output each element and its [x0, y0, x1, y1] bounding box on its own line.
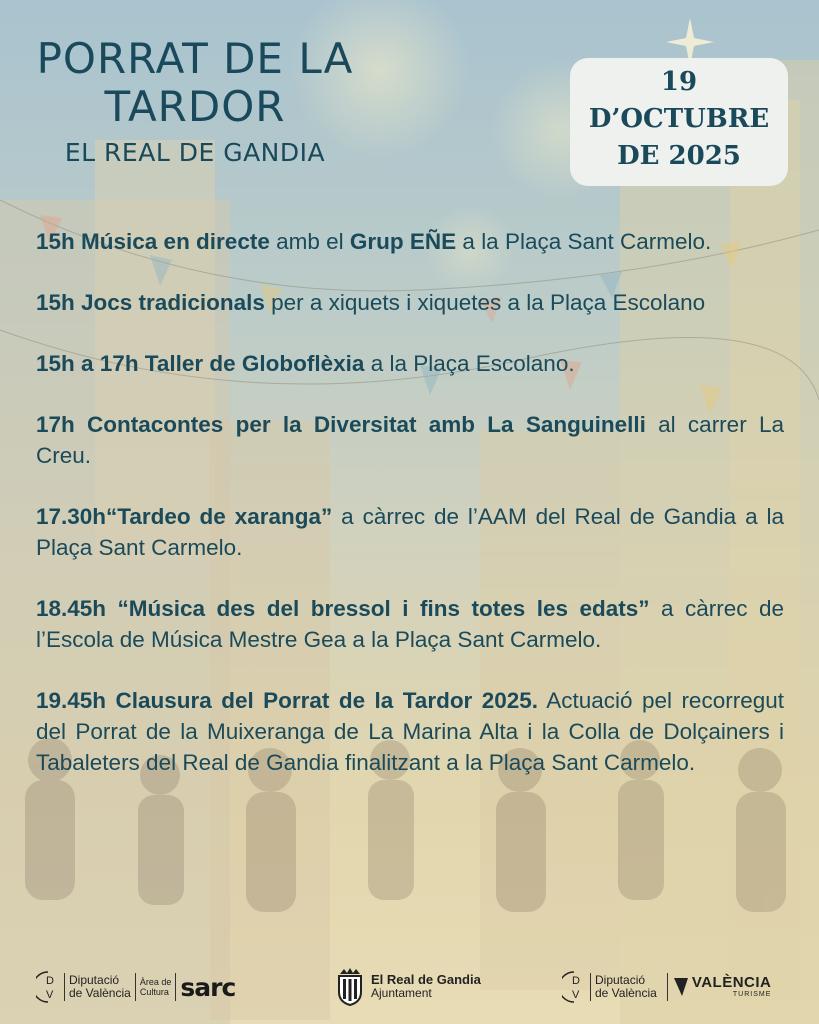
date-box: [570, 58, 788, 186]
svg-text:D: D: [572, 975, 580, 987]
coat-of-arms-icon: [335, 966, 365, 1006]
valencia-brand: VALÈNCIA: [691, 974, 772, 991]
diputacio-line-2: de València: [69, 986, 131, 1000]
program-item: 15h a 17h Taller de Globoflèxia a la Plaça Escolano.: [36, 351, 575, 376]
divider: [64, 973, 65, 1001]
area-line-1: Àrea de: [139, 977, 172, 987]
divider: [667, 973, 668, 1001]
program-item: 17h Contacontes per la Diversitat amb La Sanguinelli al carrer La Creu.: [36, 412, 784, 468]
title-line-2: TARDOR: [104, 82, 286, 131]
divider: [135, 973, 136, 1001]
divider: [175, 973, 176, 1001]
diputacio-line-1: Diputació: [69, 973, 120, 987]
program-item: 15h Jocs tradicionals per a xiquets i xiquetes a la Plaça Escolano: [36, 290, 706, 315]
program-item: 15h Música en directe amb el Grup EÑE a la Plaça Sant Carmelo.: [36, 229, 712, 254]
diputacio-dv-icon: [562, 970, 586, 1004]
real-de-gandia-logo: [335, 966, 481, 1006]
real-de-gandia-name: El Real de Gandia: [371, 971, 481, 987]
program-list: [36, 226, 784, 808]
valencia-turisme-icon: [672, 976, 690, 998]
program-item: 17.30h“Tardeo de xaranga” a càrrec de l’AAM del Real de Gandia a la Plaça Sant Carmelo.: [36, 504, 785, 560]
area-line-2: Cultura: [139, 987, 169, 997]
turisme-label: TURISME: [732, 991, 772, 998]
svg-text:V: V: [46, 989, 54, 1001]
title-line-1: PORRAT DE LA: [36, 34, 354, 83]
program-item: 19.45h Clausura del Porrat de la Tardor 2025. Actuació pel recorregut del Porrat de la Muixeranga de La Marina Alta i la Colla de Dolçainers i Tabaleters del Real de Gandia finalitzant a la Plaça Sant Carmelo.: [36, 688, 784, 775]
diputacio-dv-icon: [36, 970, 60, 1004]
date-year: DE 2025: [617, 141, 741, 171]
diputacio-cultura-logo: [36, 970, 235, 1004]
diputacio-turisme-logo: [562, 970, 771, 1004]
program-item: 18.45h “Música des del bressol i fins totes les edats” a càrrec de l’Escola de Música Mestre Gea a la Plaça Sant Carmelo.: [36, 596, 785, 652]
sponsor-footer: [0, 958, 819, 1018]
diputacio-line-2: de València: [595, 986, 657, 1000]
event-title: [30, 36, 360, 170]
divider: [590, 973, 591, 1001]
ajuntament-label: Ajuntament: [371, 985, 432, 1000]
date-day: 19: [660, 67, 698, 97]
title-subtitle: EL REAL DE GANDIA: [64, 138, 326, 167]
svg-text:D: D: [46, 975, 54, 987]
sarc-logo: sarc: [180, 972, 236, 1002]
date-month: D’OCTUBRE: [588, 104, 770, 134]
svg-text:V: V: [572, 989, 580, 1001]
diputacio-line-1: Diputació: [595, 973, 646, 987]
